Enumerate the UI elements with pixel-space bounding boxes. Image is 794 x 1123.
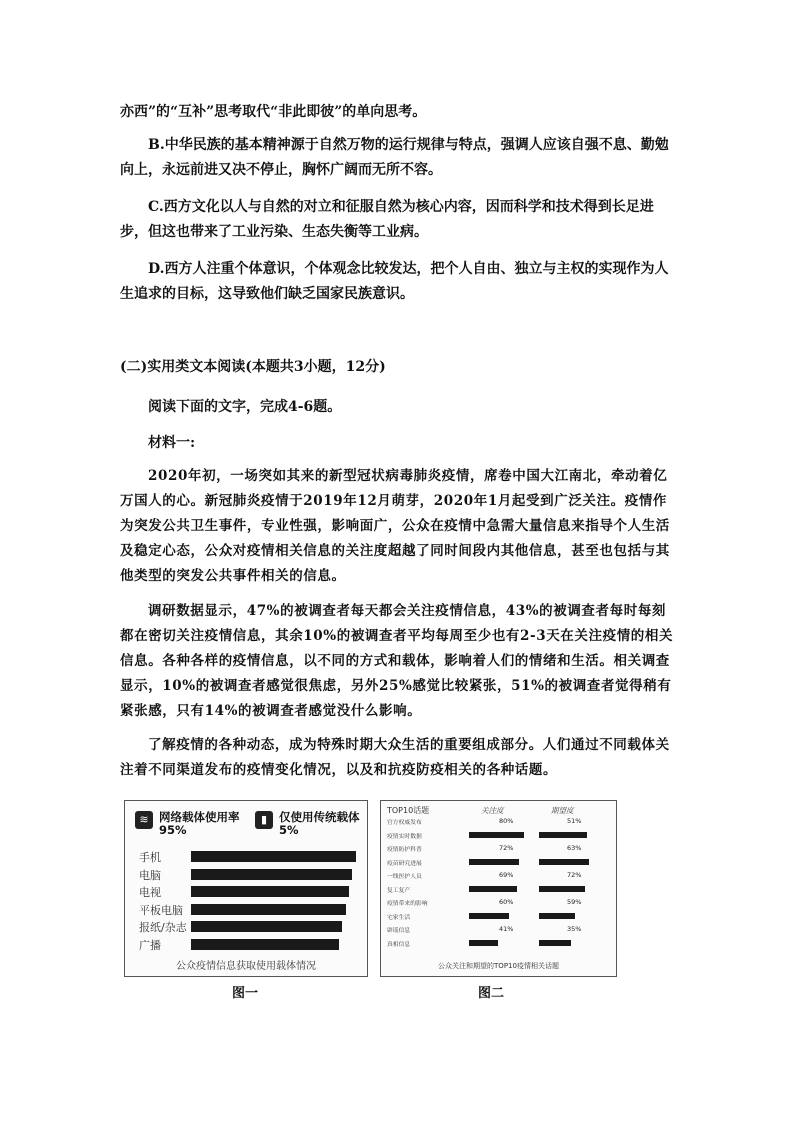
topic-label: 宅家生活 [387, 914, 411, 921]
topic-row [387, 939, 612, 948]
expectation-bar [539, 913, 575, 919]
topic-row [387, 831, 612, 840]
topic-label: 辟谣信息 [387, 928, 411, 934]
carrier-bar [191, 851, 356, 862]
wifi-icon: ≋ [135, 811, 153, 829]
attention-bar [469, 886, 517, 892]
attention-bar [469, 859, 519, 865]
topic-row [387, 844, 612, 853]
topic-label: 疫情带来的影响 [387, 901, 428, 907]
paragraph: 了解疫情的各种动态，成为特殊时期大众生活的重要组成部分。人们通过不同载体关注着不同渠道发布的疫情变化情况，以及和抗疫防疫相关的各种话题。 [120, 737, 670, 778]
carrier-label: 手机 [139, 851, 161, 864]
carrier-row [139, 902, 361, 918]
topic-label: 疫苗研究进展 [387, 860, 422, 867]
carrier-row [139, 849, 361, 865]
fig2-col2-header: 期望度 [551, 806, 574, 815]
attention-value: 72% [499, 844, 514, 852]
carrier-bar [191, 939, 339, 950]
fig2-col1-header: 关注度 [481, 806, 504, 815]
topic-row [387, 885, 612, 894]
paragraph: 调研数据显示，47%的被调查者每天都会关注疫情信息，43%的被调查者每时每刻都在密切关注疫情信息，其余10%的被调查者平均每周至少也有2-3天在关注疫情的相关信息。各种各样的疫情信息，以不同的方式和载体，影响着人们的情绪和生活。相关调查显示，10%的被调查者感觉很焦虑，另外25%感觉比较紧张，51%的被调查者觉得稍有紧张感，只有14%的被调查者感觉没什么影响。 [120, 603, 674, 719]
book-icon: ▮ [255, 811, 273, 829]
carrier-row [139, 884, 361, 900]
topic-row [387, 925, 612, 934]
paragraph: B.中华民族的基本精神源于自然万物的运行规律与特点，强调人应该自强不息、勤勉向上，永远前进又决不停止，胸怀广阔而无所不容。 [120, 137, 669, 178]
topic-row [387, 817, 612, 826]
carrier-bar [191, 886, 349, 897]
topic-label: 疫情防护科普 [387, 847, 422, 853]
topic-row [387, 871, 612, 880]
fig2-title: TOP10话题 [387, 806, 430, 815]
network-carrier-value: 95% [159, 823, 187, 837]
expectation-bar [539, 886, 585, 892]
attention-value: 80% [499, 817, 514, 825]
network-carrier-label: 网络载体使用率 [159, 810, 240, 824]
expectation-value: 59% [567, 898, 582, 906]
fig1-legend [135, 809, 360, 839]
topic-label: 疫情实时数据 [387, 833, 422, 840]
carrier-label: 平板电脑 [139, 903, 183, 917]
attention-bar [469, 940, 498, 946]
figure-two [380, 800, 617, 977]
expectation-bar [539, 859, 589, 865]
carrier-label: 电视 [139, 886, 161, 899]
figure-one [124, 800, 368, 977]
attention-value: 69% [499, 871, 514, 879]
attention-value: 41% [499, 925, 514, 933]
carrier-label: 广播 [139, 938, 161, 952]
carrier-label: 电脑 [139, 868, 161, 882]
figure-one-label: 图一 [232, 986, 259, 1001]
attention-bar [469, 913, 509, 919]
carrier-bar [191, 869, 352, 880]
carrier-row [139, 937, 361, 953]
paragraph: C.西方文化以人与自然的对立和征服自然为核心内容，因而科学和技术得到长足进步，但这也带来了工业污染、生态失衡等工业病。 [120, 199, 654, 240]
topic-row [387, 912, 612, 921]
carrier-row [139, 919, 361, 935]
topic-row [387, 858, 612, 867]
expectation-value: 51% [567, 817, 582, 825]
carrier-bar [191, 921, 342, 932]
fig1-caption: 公众疫情信息获取使用载体情况 [176, 961, 316, 972]
fig2-caption: 公众关注和期望的TOP10疫情相关话题 [438, 962, 559, 970]
paragraph: D.西方人注重个体意识，个体观念比较发达，把个人自由、独立与主权的实现作为人生追求的目标，这导致他们缺乏国家民族意识。 [120, 261, 669, 302]
paragraph: 2020年初，一场突如其来的新型冠状病毒肺炎疫情，席卷中国大江南北，牵动着亿万国人的心。新冠肺炎疫情于2019年12月萌芽，2020年1月起受到广泛关注。疫情作为突发公共卫生事件，专业性强，影响面广，公众在疫情中急需大量信息来指导个人生活及稳定心态，公众对疫情相关信息的关注度超越了同时间段内其他信息，甚至也包括与其他类型的突发公共事件相关的信息。 [120, 468, 670, 584]
carrier-label: 报纸/杂志 [139, 921, 187, 934]
expectation-bar [539, 832, 587, 838]
traditional-carrier-label: 仅使用传统载体 [279, 810, 360, 824]
attention-value: 60% [499, 898, 514, 906]
topic-label: 官方权威发布 [387, 820, 422, 826]
attention-bar [469, 832, 524, 838]
expectation-value: 72% [567, 871, 582, 879]
paragraph: 亦西”的“互补”思考取代“非此即彼”的单向思考。 [120, 104, 427, 120]
traditional-carrier-value: 5% [279, 823, 299, 837]
expectation-value: 63% [567, 844, 582, 852]
topic-row [387, 898, 612, 907]
expectation-value: 35% [567, 925, 582, 933]
carrier-row [139, 867, 361, 883]
topic-label: 真相信息 [387, 941, 411, 948]
carrier-bar [191, 904, 346, 915]
figure-two-label: 图二 [478, 986, 505, 1001]
expectation-bar [539, 940, 571, 946]
paragraph: (二)实用类文本阅读(本题共3小题，12分) [120, 359, 386, 375]
paragraph: 材料一: [148, 435, 196, 451]
topic-label: 一线医护人员 [387, 874, 422, 880]
paragraph: 阅读下面的文字，完成4-6题。 [148, 399, 342, 415]
topic-label: 复工复产 [387, 887, 411, 894]
